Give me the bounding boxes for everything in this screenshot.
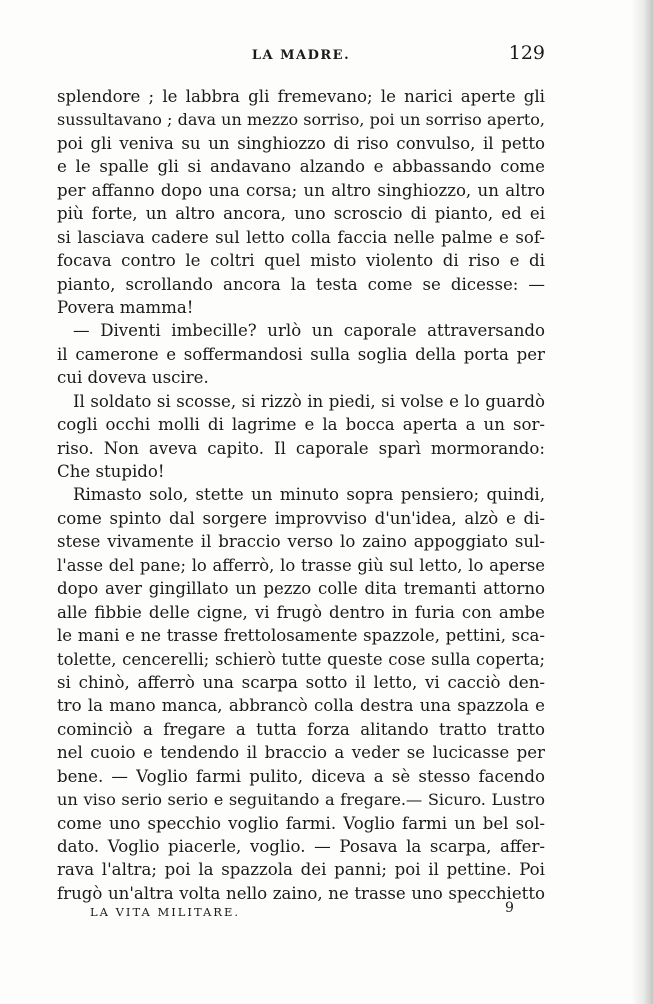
- text-line: tro la mano manca, abbrancò colla destra una spazzola e: [57, 696, 545, 716]
- text-line: splendore ; le labbra gli fremevano; le narici aperte gli: [57, 87, 545, 106]
- running-head: [57, 42, 545, 72]
- running-title: LA MADRE.: [251, 48, 351, 63]
- text-line: riso. Non aveva capito. Il caporale sparì mormorando:: [57, 438, 545, 458]
- text-line: cominciò a fregare a tutta forza alitando tratto tratto: [57, 719, 545, 739]
- text-line: dopo aver gingillato un pezzo colle dita tremanti attorno: [57, 579, 545, 599]
- text-line: e le spalle gli si andavano alzando e abbassando come: [57, 157, 545, 177]
- page-number: 129: [508, 42, 545, 64]
- printer-signature: LA VITA MILITARE.: [90, 905, 240, 919]
- text-line: alle fibbie delle cigne, vi frugò dentro in furia con ambe: [57, 602, 545, 622]
- text-line: sussultavano ; dava un mezzo sorriso, poi un sorriso aperto,: [57, 110, 545, 130]
- text-line: pianto, scrollando ancora la testa come se dicesse: —: [57, 274, 545, 294]
- text-line: cui doveva uscire.: [57, 368, 209, 388]
- text-line: cogli occhi molli di lagrime e la bocca aperta a un sor-: [57, 415, 545, 435]
- text-line: l'asse del pane; lo afferrò, lo trasse giù sul letto, lo aperse: [57, 555, 545, 575]
- text-line: frugò un'altra volta nello zaino, ne trasse uno specchietto: [57, 883, 545, 903]
- text-line: un viso serio serio e seguitando a fregare.— Sicuro. Lustro: [57, 790, 545, 810]
- text-line: come spinto dal sorgere improvviso d'un'idea, alzò e di-: [57, 508, 545, 528]
- text-line: poi gli veniva su un singhiozzo di riso convulso, il petto: [57, 133, 545, 153]
- text-line: più forte, un altro ancora, uno scroscio di pianto, ed ei: [57, 204, 545, 224]
- text-line: Rimasto solo, stette un minuto sopra pensiero; quindi,: [73, 485, 545, 505]
- text-line: focava contro le coltri quel misto violento di riso e di: [57, 251, 545, 271]
- text-line: stese vivamente il braccio verso lo zaino appoggiato sul-: [57, 532, 545, 552]
- text-line: rava l'altra; poi la spazzola dei panni; poi il pettine. Poi: [57, 860, 545, 880]
- body-text: [57, 85, 545, 905]
- text-line: Che stupido!: [57, 462, 165, 481]
- text-line: Il soldato si scosse, si rizzò in piedi, si volse e lo guardò: [73, 391, 545, 411]
- text-line: nel cuoio e tendendo il braccio a veder se lucicasse per: [57, 743, 545, 763]
- text-line: le mani e ne trasse frettolosamente spazzole, pettini, sca-: [57, 626, 545, 646]
- text-line: bene. — Voglio farmi pulito, diceva a sè stesso facendo: [57, 766, 545, 786]
- text-line: dato. Voglio piacerle, voglio. — Posava la scarpa, affer-: [57, 837, 545, 856]
- page-edge-shadow: [631, 0, 653, 1004]
- text-line: — Diventi imbecille? urlò un caporale attraversando: [73, 321, 545, 341]
- text-line: per affanno dopo una corsa; un altro singhiozzo, un altro: [57, 180, 545, 200]
- text-line: come uno specchio voglio farmi. Voglio farmi un bel sol-: [57, 813, 545, 833]
- text-line: tolette, cencerelli; schierò tutte queste cose sulla coperta;: [57, 649, 545, 669]
- signature-mark: 9: [505, 900, 514, 916]
- text-line: il camerone e soffermandosi sulla soglia della porta per: [57, 344, 545, 364]
- text-line: si lasciava cadere sul letto colla faccia nelle palme e sof-: [57, 227, 545, 247]
- text-line: Povera mamma!: [57, 297, 194, 317]
- text-line: si chinò, afferrò una scarpa sotto il letto, vi cacciò den-: [57, 672, 545, 692]
